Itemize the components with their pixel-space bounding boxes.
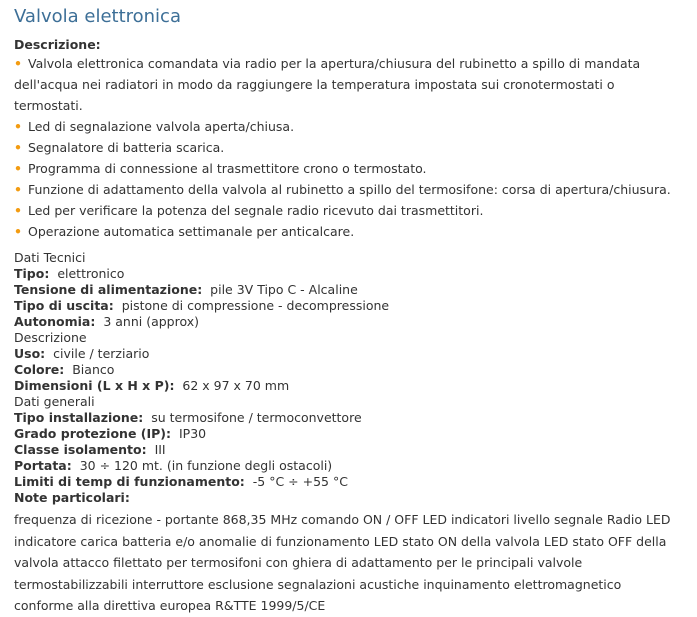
- bullet-icon: •: [14, 140, 22, 155]
- description-list: [14, 53, 683, 242]
- spec-tipo: Tipo: elettronico: [14, 266, 125, 281]
- list-item: • Segnalatore di batteria scarica.: [14, 140, 225, 155]
- list-item: • Led di segnalazione valvola aperta/chiusa.: [14, 119, 295, 134]
- spec-dimensioni: Dimensioni (L x H x P): 62 x 97 x 70 mm: [14, 378, 290, 393]
- spec-limiti: Limiti di temp di funzionamento: -5 °C ÷ +55 °C: [14, 474, 348, 489]
- bullet-icon: •: [14, 56, 22, 71]
- notes-text: frequenza di ricezione - portante 868,35 MHz comando ON / OFF LED indicatori livello segnale Radio LED indicatore carica batteria e/o anomalie di funzionamento LED stato ON della valvola LED stato OFF della valvola attacco filettato per termosifoni con ghiera di adattamento per le principali valvole termostabilizzabili interruttore esclusione segnalazioni acustiche inquinamento elettromagnetico conforme alla direttiva europea R&TTE 1999/5/CE: [14, 512, 671, 613]
- spec-isolamento: Classe isolamento: III: [14, 442, 166, 457]
- spec-colore: Colore: Bianco: [14, 362, 115, 377]
- page-title: Valvola elettronica: [14, 6, 181, 27]
- group-dati-generali: Dati generali: [14, 394, 95, 409]
- bullet-icon: •: [14, 203, 22, 218]
- spec-portata: Portata: 30 ÷ 120 mt. (in funzione degli ostacoli): [14, 458, 333, 473]
- spec-protezione: Grado protezione (IP): IP30: [14, 426, 207, 441]
- bullet-icon: •: [14, 182, 22, 197]
- list-item: • Led per verificare la potenza del segnale radio ricevuto dai trasmettitori.: [14, 203, 484, 218]
- bullet-icon: •: [14, 119, 22, 134]
- bullet-icon: •: [14, 224, 22, 239]
- specs-block: [14, 250, 683, 506]
- list-item: • Valvola elettronica comandata via radio per la apertura/chiusura del rubinetto a spillo di mandata dell'acqua nei radiatori in modo da raggiungere la temperatura impostata sui cronotermostati o termostati.: [14, 56, 641, 113]
- spec-installazione: Tipo installazione: su termosifone / termoconvettore: [14, 410, 362, 425]
- spec-note-label: Note particolari:: [14, 490, 130, 505]
- bullet-icon: •: [14, 161, 22, 176]
- list-item: • Programma di connessione al trasmettitore crono o termostato.: [14, 161, 427, 176]
- spec-tensione: Tensione di alimentazione: pile 3V Tipo C - Alcaline: [14, 282, 358, 297]
- spec-uso: Uso: civile / terziario: [14, 346, 150, 361]
- spec-autonomia: Autonomia: 3 anni (approx): [14, 314, 200, 329]
- group-dati-tecnici: Dati Tecnici: [14, 250, 86, 265]
- group-descrizione: Descrizione: [14, 330, 87, 345]
- description-heading: Descrizione:: [14, 37, 101, 52]
- list-item: • Operazione automatica settimanale per anticalcare.: [14, 224, 355, 239]
- spec-uscita: Tipo di uscita: pistone di compressione - decompressione: [14, 298, 390, 313]
- list-item: • Funzione di adattamento della valvola al rubinetto a spillo del termosifone: corsa di apertura/chiusura.: [14, 182, 671, 197]
